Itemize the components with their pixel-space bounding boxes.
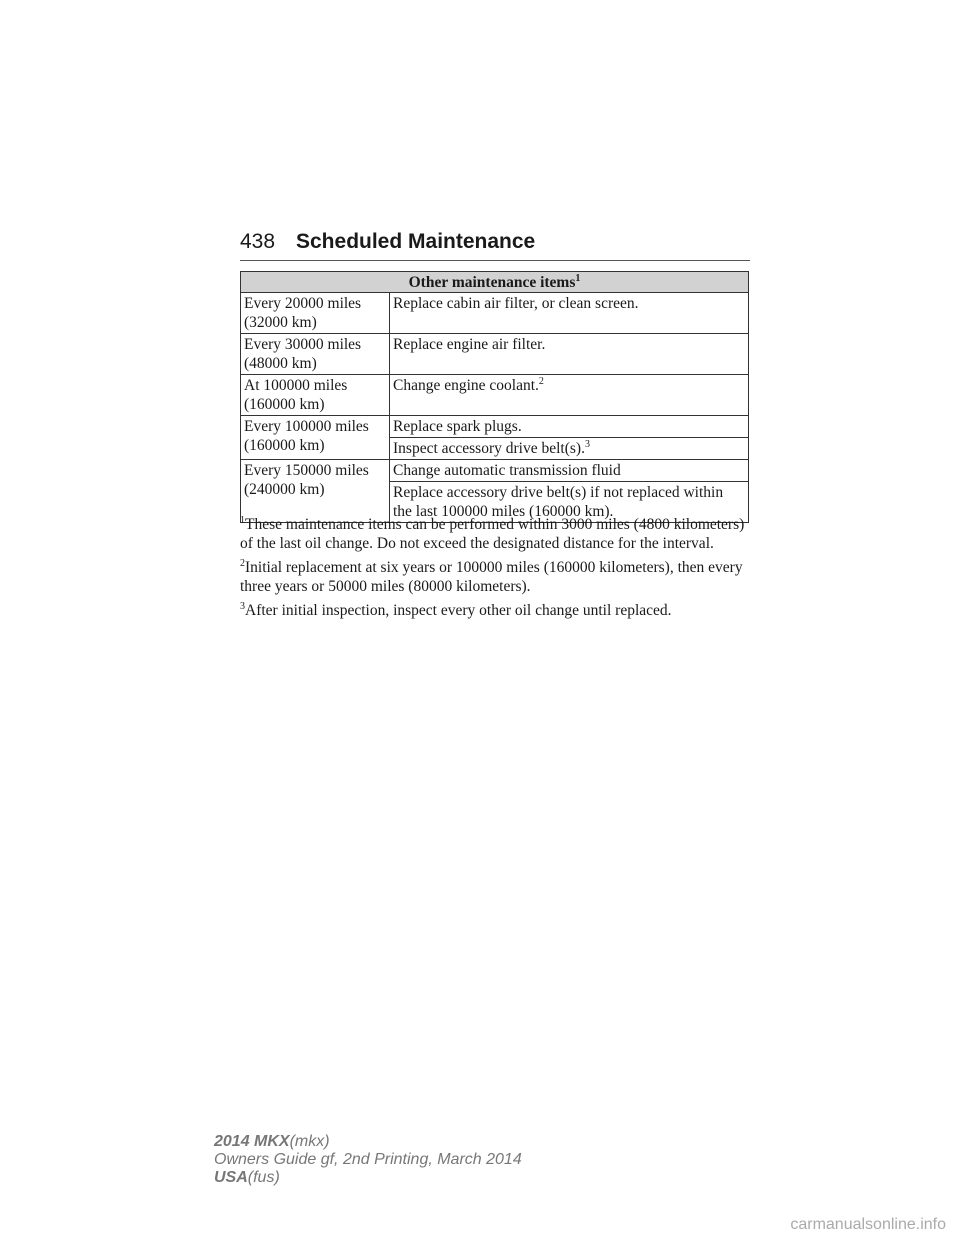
action-cell: Replace accessory drive belt(s) if not replaced within the last 100000 miles (160000 km). [390,482,749,523]
footer-line: 2014 MKX(mkx) [214,1133,330,1150]
section-title: Scheduled Maintenance [296,230,536,253]
page-number: 438 [240,230,276,253]
table-header-row [241,272,749,293]
footer-line: USA(fus) [214,1169,280,1186]
table-row [241,334,749,375]
action-cell: Inspect accessory drive belt(s).$^3$ [390,438,749,460]
footnote: $^3$After initial inspection, inspect every other oil change until replaced. [240,600,672,619]
footnote-ref: 1 [575,272,581,284]
table-row [241,375,749,416]
maintenance-table [240,271,749,523]
page-header [240,228,750,261]
footnote: $^1$These maintenance items can be performed within 3000 miles (4800 kilometers) of the last oil change. Do not exceed the designated distance for the interval. [240,514,745,552]
footer-line: Owners Guide gf, 2nd Printing, March 2014 [214,1151,522,1168]
interval-cell: Every 100000 miles (160000 km) [241,416,390,460]
action-cell: Change engine coolant.$^2$ [390,375,749,416]
table-row [241,460,749,482]
document-footer [214,1133,522,1187]
action-cell: Change automatic transmission fluid [390,460,749,482]
table-row [241,293,749,334]
footnotes [240,515,760,625]
interval-cell: At 100000 miles (160000 km) [241,375,390,416]
footnote-ref: 3 [584,438,590,450]
action-cell: Replace spark plugs. [390,416,749,438]
action-cell: Replace cabin air filter, or clean screen. [390,293,749,334]
interval-cell: Every 20000 miles (32000 km) [241,293,390,334]
interval-cell: Every 30000 miles (48000 km) [241,334,390,375]
footnote-ref: 2 [538,375,544,387]
action-cell: Replace engine air filter. [390,334,749,375]
table-row [241,416,749,438]
footnote: $^2$Initial replacement at six years or 100000 miles (160000 kilometers), then every three years or 50000 miles (80000 kilometers). [240,557,743,595]
table-title: Other maintenance items$^1$ [241,272,749,293]
watermark: carmanualsonline.info [790,1216,946,1233]
interval-cell: Every 150000 miles (240000 km) [241,460,390,523]
